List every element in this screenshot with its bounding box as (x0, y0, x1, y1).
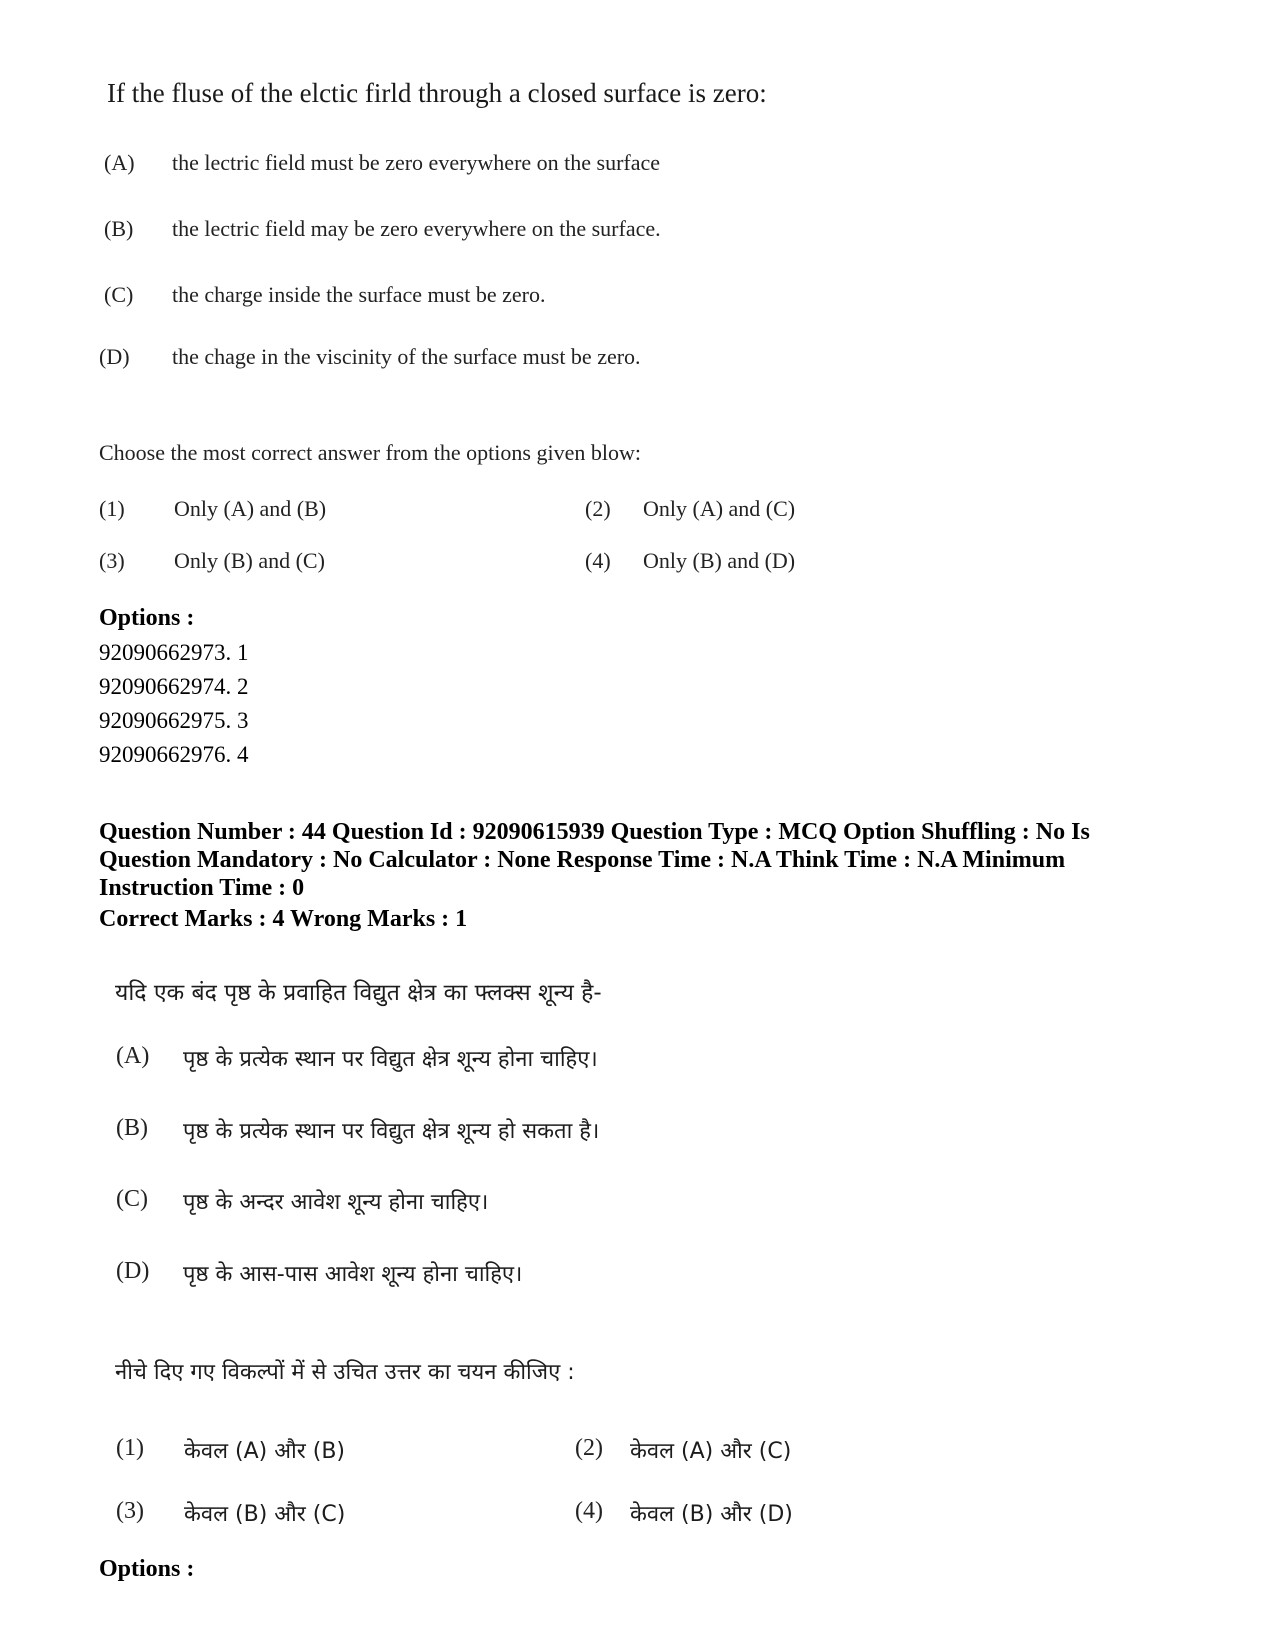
hi-option-text-a: पृष्ठ के प्रत्येक स्थान पर विद्युत क्षेत्र शून्य होना चाहिए। (183, 1047, 598, 1072)
hi-answer-number-3: (3) (116, 1498, 144, 1524)
hi-option-text-d: पृष्ठ के आस-पास आवेश शून्य होना चाहिए। (183, 1262, 523, 1287)
answer-text-3: Only (B) and (C) (174, 548, 325, 573)
answer-number-2: (2) (585, 496, 611, 521)
option-letter-b: (B) (104, 216, 134, 241)
hi-option-text-c: पृष्ठ के अन्दर आवेश शून्य होना चाहिए। (183, 1190, 489, 1215)
answer-text-2: Only (A) and (C) (643, 496, 796, 521)
option-letter-c: (C) (104, 282, 134, 307)
answer-number-4: (4) (585, 548, 611, 573)
hi-option-text-b: पृष्ठ के प्रत्येक स्थान पर विद्युत क्षेत्र शून्य हो सकता है। (183, 1119, 600, 1144)
choose-instruction-en: Choose the most correct answer from the options given blow: (99, 440, 641, 465)
option-id-3: 92090662975. 3 (99, 708, 249, 733)
question-stem-hi: यदि एक बंद पृष्ठ के प्रवाहित विद्युत क्षेत्र का फ्लक्स शून्य है- (115, 980, 602, 1006)
answer-text-4: Only (B) and (D) (643, 548, 796, 573)
hi-answer-text-4: केवल (B) और (D) (630, 1502, 793, 1527)
question-metadata: Question Number : 44 Question Id : 92090615939 Question Type : MCQ Option Shuffling : No Is Question Mandatory : No Calculator : None Response Time : N.A Think Time : N.A Minimum Instruction Time : 0 (99, 819, 1090, 901)
answer-text-1: Only (A) and (B) (174, 496, 327, 521)
hi-answer-text-1: केवल (A) और (B) (184, 1439, 346, 1464)
hi-answer-number-2: (2) (575, 1435, 603, 1461)
option-letter-a: (A) (104, 150, 135, 175)
option-text-b: the lectric field may be zero everywhere on the surface. (172, 216, 661, 241)
hi-option-letter-b: (B) (116, 1115, 148, 1141)
options-heading: Options : (99, 605, 195, 631)
option-id-2: 92090662974. 2 (99, 674, 249, 699)
marks-info: Correct Marks : 4 Wrong Marks : 1 (99, 906, 468, 932)
options-heading-2: Options : (99, 1556, 195, 1582)
option-id-1: 92090662973. 1 (99, 640, 249, 665)
choose-instruction-hi: नीचे दिए गए विकल्पों में से उचित उत्तर का चयन कीजिए : (115, 1360, 575, 1385)
option-text-d: the chage in the viscinity of the surface must be zero. (172, 344, 641, 369)
answer-number-1: (1) (99, 496, 125, 521)
hi-option-letter-d: (D) (116, 1258, 150, 1284)
option-letter-d: (D) (99, 344, 130, 369)
hi-answer-text-2: केवल (A) और (C) (630, 1439, 792, 1464)
hi-option-letter-a: (A) (116, 1043, 150, 1069)
hi-answer-number-1: (1) (116, 1435, 144, 1461)
option-text-a: the lectric field must be zero everywhere on the surface (172, 150, 661, 175)
hi-option-letter-c: (C) (116, 1186, 148, 1212)
option-id-4: 92090662976. 4 (99, 742, 249, 767)
answer-number-3: (3) (99, 548, 125, 573)
hi-answer-text-3: केवल (B) और (C) (184, 1502, 346, 1527)
question-stem-en: If the fluse of the elctic firld through a closed surface is zero: (107, 78, 767, 108)
hi-answer-number-4: (4) (575, 1498, 603, 1524)
option-text-c: the charge inside the surface must be zero. (172, 282, 546, 307)
